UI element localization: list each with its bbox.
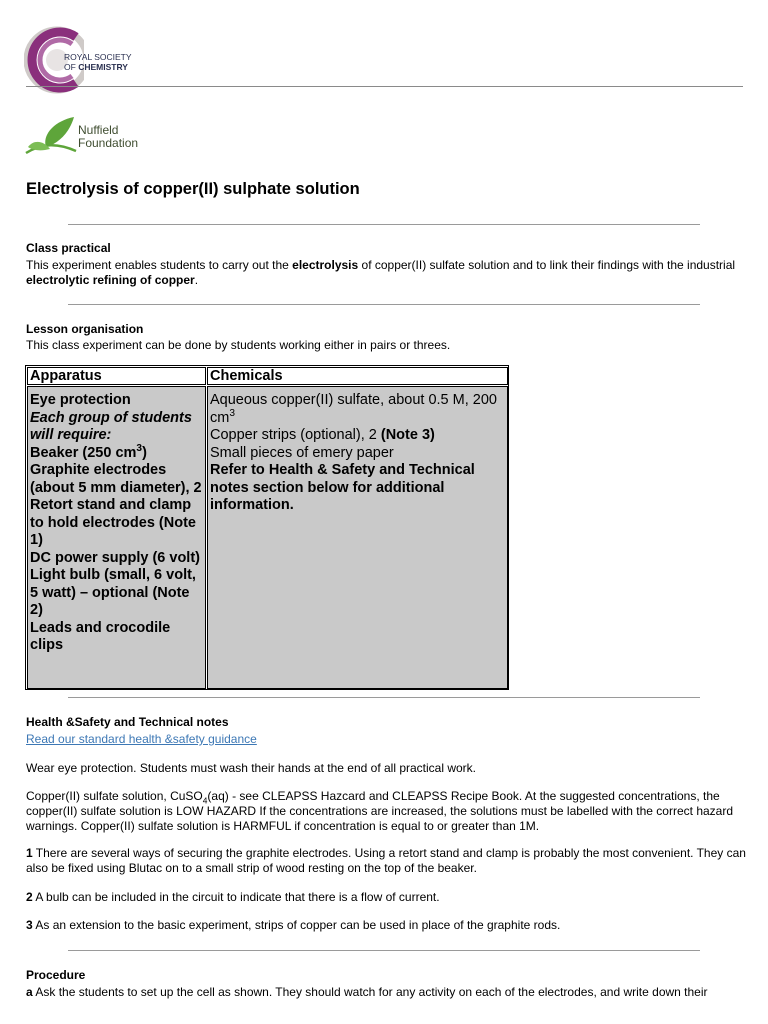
page-title: Electrolysis of copper(II) sulphate solution	[26, 180, 360, 198]
note-1-text: There are several ways of securing the graphite electrodes. Using a retort stand and clamp is probably the most convenient. They can also be fixed using Blutac on to a small strip of wood resting on the top of the beaker.	[26, 846, 746, 875]
section-divider	[68, 697, 700, 698]
chemical-emery: Small pieces of emery paper	[210, 444, 394, 461]
note-1-number: 1	[26, 846, 33, 860]
cp-text-3: .	[194, 273, 199, 287]
aqueous-text: Aqueous copper(II) sulfate, about 0.5 M, 200 cm	[210, 392, 497, 426]
note-3-number: 3	[26, 918, 33, 932]
strips-text: Copper strips (optional), 2	[210, 427, 381, 443]
nuffield-line1: Nuffield	[78, 123, 119, 137]
apparatus-bulb: Light bulb (small, 6 volt, 5 watt) – optional (Note 2)	[30, 567, 196, 618]
rsc-line2: OF	[64, 62, 76, 72]
note-3-text: As an extension to the basic experiment, strips of copper can be used in place of the graphite rods.	[32, 918, 561, 932]
table-header-apparatus: Apparatus	[27, 367, 206, 385]
apparatus-chemicals-table	[25, 365, 509, 690]
class-practical-text	[26, 258, 746, 288]
procedure-heading: Procedure	[26, 968, 86, 982]
note-2	[26, 890, 746, 905]
nuffield-logo	[24, 113, 154, 159]
note-2-text: A bulb can be included in the circuit to indicate that there is a flow of current.	[32, 890, 440, 904]
section-divider	[68, 304, 700, 305]
chemical-refer: Refer to Health & Safety and Technical notes section below for additional information.	[210, 462, 475, 513]
health-link-row	[26, 732, 746, 747]
apparatus-each-group: Each group of students will require:	[30, 409, 192, 443]
header-divider	[26, 86, 743, 87]
nuffield-line2: Foundation	[78, 136, 139, 150]
beaker-text: Beaker (250 cm	[30, 444, 137, 461]
chemical-strips	[210, 427, 505, 445]
health-safety-link[interactable]: Read our standard health &safety guidance	[26, 732, 257, 746]
chemicals-cell	[207, 386, 508, 689]
apparatus-beaker	[30, 442, 203, 463]
note-2-number: 2	[26, 890, 33, 904]
beaker-sup: 3	[136, 442, 143, 454]
class-practical-heading: Class practical	[26, 241, 111, 255]
step-a-text: Ask the students to set up the cell as shown. They should watch for any activity on each of the electrodes, and write down their	[32, 985, 708, 999]
apparatus-graphite: Graphite electrodes (about 5 mm diameter), 2	[30, 462, 202, 496]
apparatus-leads: Leads and crocodile clips	[30, 619, 171, 653]
cp-bold-electrolysis: electrolysis	[292, 258, 359, 272]
health-copper-text	[26, 789, 746, 834]
table-header-chemicals: Chemicals	[207, 367, 508, 385]
cp-bold-refining: electrolytic refining of copper	[26, 273, 195, 287]
cu-sub: 4	[202, 795, 208, 806]
cu-text-a: Copper(II) sulfate solution, CuSO	[26, 789, 203, 803]
cu-text-b: (aq) - see CLEAPSS Hazcard and CLEAPSS Recipe Book. At the suggested concentrations, the copper(II) sulfate solution is LOW HAZARD If the concentrations are increased, the solutions must be labelled with the correct hazard warnings. Copper(II) sulfate solution is HARMFUL if concentration is equal to or greater than 1M.	[26, 789, 734, 833]
apparatus-cell	[27, 386, 206, 689]
rsc-logo	[24, 22, 149, 100]
cp-text-2: of copper(II) sulfate solution and to link their findings with the industrial	[358, 258, 736, 272]
cp-text-1: This experiment enables students to carry out the	[26, 258, 293, 272]
apparatus-eye: Eye protection	[30, 392, 131, 408]
section-divider	[68, 950, 700, 951]
rsc-line2b: CHEMISTRY	[78, 62, 128, 72]
beaker-close: )	[142, 444, 147, 461]
aqueous-sup: 3	[229, 407, 235, 419]
note-1	[26, 846, 746, 876]
procedure-step-a	[26, 985, 756, 1000]
chemical-aqueous	[210, 392, 505, 427]
lesson-heading: Lesson organisation	[26, 322, 144, 336]
rsc-line1: ROYAL SOCIETY	[64, 52, 132, 62]
apparatus-retort: Retort stand and clamp to hold electrodes (Note 1)	[30, 497, 196, 548]
section-divider	[68, 224, 700, 225]
lesson-text: This class experiment can be done by students working either in pairs or threes.	[26, 338, 451, 352]
health-heading: Health &Safety and Technical notes	[26, 715, 229, 729]
health-eye-text: Wear eye protection. Students must wash their hands at the end of all practical work.	[26, 761, 477, 775]
step-a-label: a	[26, 985, 33, 999]
apparatus-dc: DC power supply (6 volt)	[30, 549, 200, 566]
note-3	[26, 918, 746, 933]
strips-note: (Note 3)	[380, 427, 435, 443]
